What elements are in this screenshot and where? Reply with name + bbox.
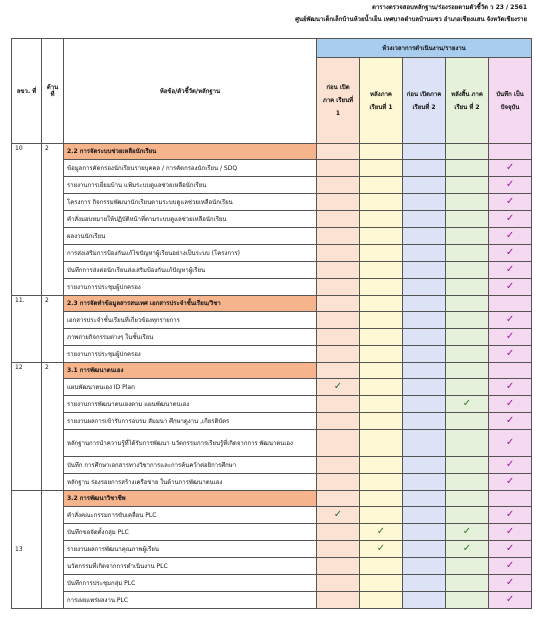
section-header-cell-3 [403, 144, 446, 160]
check-mark-icon: ✓ [505, 381, 515, 392]
check-mark-icon: ✓ [505, 179, 515, 190]
table-row [12, 279, 532, 296]
section-title: 2.2 การจัดระบบช่วยเหลือนักเรียน [64, 144, 317, 160]
check-mark-icon: ✓ [462, 543, 472, 554]
evidence-item: ภาพถ่ายกิจกรรมต่างๆ ในชั้นเรียน [64, 329, 317, 346]
section-header-cell-2 [360, 296, 403, 312]
section-header-cell-1 [317, 491, 360, 507]
check-mark-icon: ✓ [505, 398, 515, 409]
table-row [12, 575, 532, 592]
check-mark-icon: ✓ [505, 509, 515, 520]
evidence-item: รายงานผลการพัฒนาคุณภาพผู้เรียน [64, 541, 317, 558]
check-mark-icon: ✓ [505, 314, 515, 325]
section-title: 2.3 การจัดทำข้อมูลสารสนเทศ เอกสารประจำชั้นเรียน/วิชา [64, 296, 317, 312]
evidence-item: โครงการ กิจกรรมพัฒนานักเรียนตามระบบดูแลช่วยเหลือนักเรียน [64, 194, 317, 211]
evidence-item: รายงานผลการเข้ารับการอบรม สัมมนา ศึกษาดูงาน ,เกียรติบัตร [64, 413, 317, 430]
check-mark-icon: ✓ [505, 526, 515, 537]
table-row [12, 592, 532, 609]
column-header-side: ด้าน ที่ [42, 39, 64, 144]
section-side: 2 [42, 296, 64, 363]
column-header-current: บันทึก เป็น ปัจจุบัน [489, 58, 532, 144]
check-mark-icon: ✓ [505, 437, 515, 448]
check-mark-icon: ✓ [333, 381, 343, 392]
evidence-item: การเผยแพร่ผลงาน PLC [64, 592, 317, 609]
check-mark-icon: ✓ [505, 162, 515, 173]
section-number: 11. [12, 296, 42, 363]
evidence-item: แผนพัฒนาตนเอง ID Plan [64, 379, 317, 396]
evidence-item: คำสั่งคณะกรรมการขับเคลื่อน PLC [64, 507, 317, 524]
check-mark-icon: ✓ [333, 509, 343, 520]
section-header-cell-1 [317, 144, 360, 160]
checklist-table [11, 38, 532, 609]
check-mark-icon: ✓ [505, 577, 515, 588]
check-mark-icon: ✓ [505, 281, 515, 292]
table-row [12, 541, 532, 558]
column-header-post-term1: หลังภาค เรียนที่ 1 [360, 58, 403, 144]
column-header-pre-term2: ก่อน เปิดภาค เรียนที่ 2 [403, 58, 446, 144]
section-header-cell-5 [489, 363, 532, 379]
table-row [12, 245, 532, 262]
table-row [12, 474, 532, 491]
table-row [12, 177, 532, 194]
section-header-cell-1 [317, 296, 360, 312]
check-mark-icon: ✓ [505, 196, 515, 207]
document-subtitle: ศูนย์พัฒนาเด็กเล็กบ้านห้วยน้ำเย็น เทศบาลตำบลบ้านแซว อำเภอเชียงแสน จังหวัดเชียงราย [295, 16, 527, 23]
check-mark-icon: ✓ [505, 415, 515, 426]
table-row [12, 379, 532, 396]
column-header-item: ห้อข้อ/ตัวชี้วัด/หลักฐาน [64, 39, 317, 144]
section-header-cell-4 [446, 363, 489, 379]
check-mark-icon: ✓ [505, 213, 515, 224]
check-mark-icon: ✓ [505, 331, 515, 342]
section-side [42, 491, 64, 609]
check-mark-icon: ✓ [505, 459, 515, 470]
table-row [12, 160, 532, 177]
section-number: 13 [12, 491, 42, 609]
table-row [12, 396, 532, 413]
section-header-cell-5 [489, 144, 532, 160]
evidence-item: รายงานการประชุมผู้ปกครอง [64, 279, 317, 296]
check-mark-icon: ✓ [505, 230, 515, 241]
evidence-item: ข้อมูลการคัดกรองนักเรียนรายบุคคล / การคัดกรองนักเรียน / SDQ [64, 160, 317, 177]
check-mark-icon: ✓ [505, 476, 515, 487]
column-header-no: ลขว. ที่ [12, 39, 42, 144]
section-header-cell-4 [446, 296, 489, 312]
check-mark-icon: ✓ [462, 526, 472, 537]
evidence-item: หลักฐาน ร่องรอยการสร้างเครือข่าย ในด้านการพัฒนาตนเอง [64, 474, 317, 491]
check-mark-icon: ✓ [376, 526, 386, 537]
table-row [12, 346, 532, 363]
table-row [12, 507, 532, 524]
evidence-item: รายงานการประชุมผู้ปกครอง [64, 346, 317, 363]
section-header-cell-4 [446, 144, 489, 160]
evidence-item: บันทึกขอจัดตั้งกลุ่ม PLC [64, 524, 317, 541]
section-header-cell-2 [360, 144, 403, 160]
table-row [12, 413, 532, 430]
check-mark-icon: ✓ [462, 398, 472, 409]
section-number: 12 [12, 363, 42, 491]
check-mark-icon: ✓ [376, 543, 386, 554]
table-row [12, 194, 532, 211]
column-header-post-term2: หลังสิ้น ภาคเรียน ที่ 2 [446, 58, 489, 144]
check-mark-icon: ✓ [505, 560, 515, 571]
evidence-item: รายงานการเยี่ยมบ้าน แฟ้มระบบดูแลช่วยเหลือนักเรียน [64, 177, 317, 194]
section-header-cell-3 [403, 491, 446, 507]
evidence-item: ผลงานนักเรียน [64, 228, 317, 245]
table-row [12, 312, 532, 329]
table-row [12, 430, 532, 457]
table-row [12, 457, 532, 474]
evidence-item: บันทึก การศึกษาเอกสารทางวิชาการและการค้นคว้าต่อยิการศึกษา [64, 457, 317, 474]
check-mark-icon: ✓ [505, 543, 515, 554]
table-row [12, 211, 532, 228]
section-side: 2 [42, 363, 64, 491]
section-header-cell-2 [360, 491, 403, 507]
evidence-item: บันทึกการส่งต่อนักเรียนส่งเสริมป้องกันแก้ปัญหาผู้เรียน [64, 262, 317, 279]
section-header-cell-5 [489, 491, 532, 507]
evidence-item: นวัตกรรมที่เกิดจากการดำเนินงาน PLC [64, 558, 317, 575]
section-number: 10 [12, 144, 42, 296]
check-mark-icon: ✓ [505, 247, 515, 258]
section-title: 3.2 การพัฒนาวิชาชีพ [64, 491, 317, 507]
table-row [12, 262, 532, 279]
evidence-item: เอกสารประจำชั้นเรียนที่เกี่ยวข้องทุกรายการ [64, 312, 317, 329]
section-header-cell-5 [489, 296, 532, 312]
check-mark-icon: ✓ [505, 264, 515, 275]
section-side: 2 [42, 144, 64, 296]
evidence-item: รายงานการพัฒนาตนเองตาม แผนพัฒนาตนเอง [64, 396, 317, 413]
evidence-item: บันทึกการประชุมกลุ่ม PLC [64, 575, 317, 592]
evidence-item: หลักฐานการนำความรู้ที่ได้รับการพัฒนา นวัตกรรมการเรียนรู้ที่เกิดจากการ พัฒนาตนเอง [64, 430, 317, 457]
section-header-cell-4 [446, 491, 489, 507]
document-title: ตารางตรวจสอบหลักฐาน/ร่องรอยตามตัวชี้วัด ว 23 / 2561 [372, 4, 527, 11]
column-group-header: ห้วงเวลาการดำเนินงาน/รายงาน [317, 39, 532, 58]
column-header-pre-term1: ก่อน เปิด ภาค เรียนที่ 1 [317, 58, 360, 144]
table-row [12, 329, 532, 346]
check-mark-icon: ✓ [505, 594, 515, 605]
evidence-item: การส่งเสริมการป้องกันแก้ไขปัญหาผู้เรียนอย่างเป็นระบบ (โครงการ) [64, 245, 317, 262]
table-row [12, 228, 532, 245]
evidence-item: คำสั่งมอบหมายให้ปฏิบัติหน้าที่ตามระบบดูแลช่วยเหลือนักเรียน [64, 211, 317, 228]
table-row [12, 558, 532, 575]
section-title: 3.1 การพัฒนาตนเอง [64, 363, 317, 379]
section-header-cell-3 [403, 363, 446, 379]
section-header-cell-3 [403, 296, 446, 312]
table-row [12, 524, 532, 541]
section-header-cell-1 [317, 363, 360, 379]
section-header-cell-2 [360, 363, 403, 379]
check-mark-icon: ✓ [505, 348, 515, 359]
